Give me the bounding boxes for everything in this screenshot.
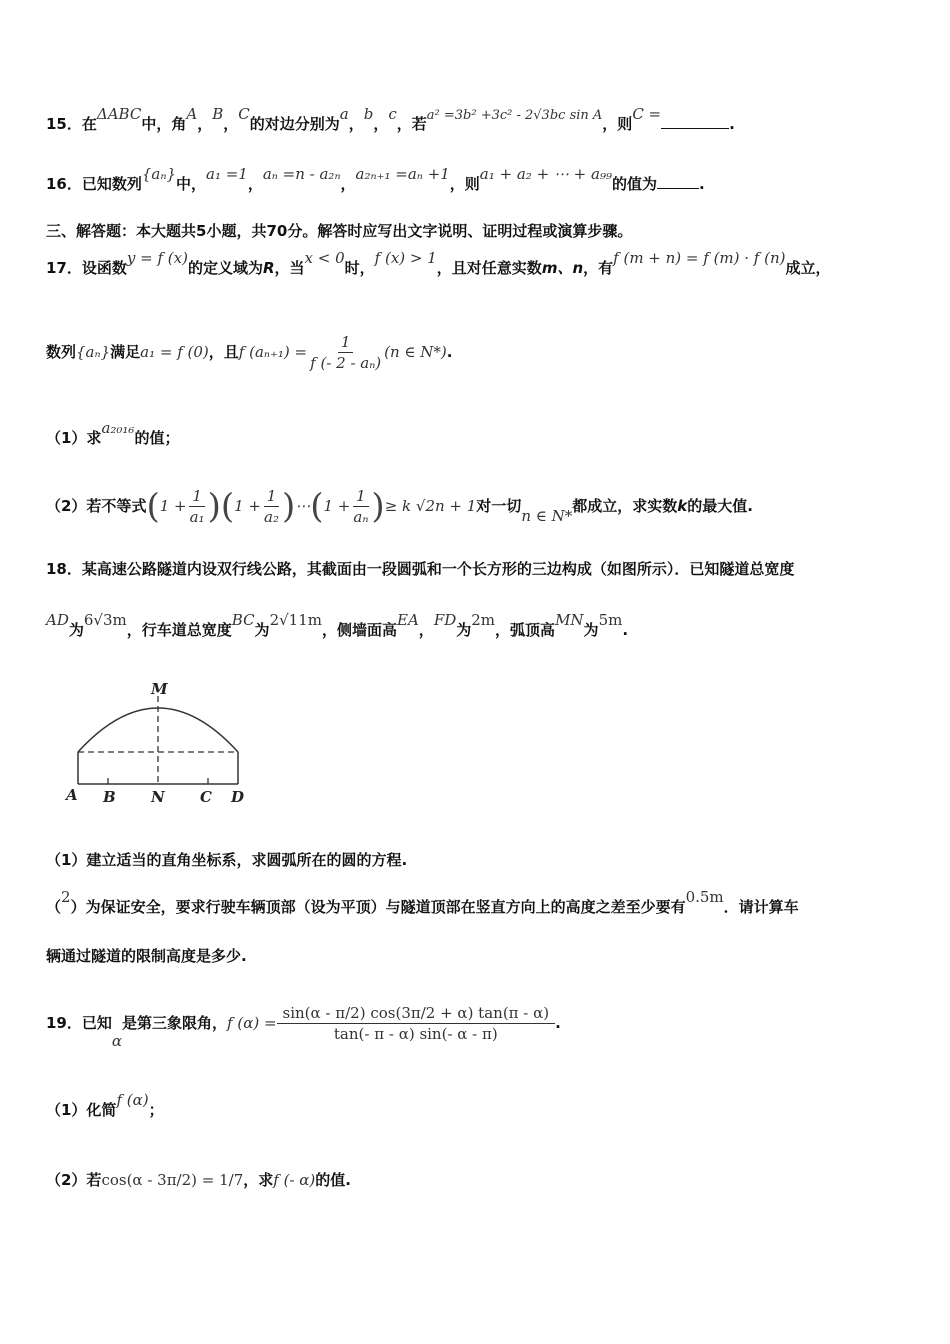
paren-right: ) [371, 486, 385, 527]
q15-sep: ， [373, 115, 389, 133]
q18-text: 为 [583, 621, 599, 639]
q15-angle-c: C [238, 105, 250, 123]
q18-ad: AD [46, 611, 69, 629]
question-18-part-1: （1）建立适当的直角坐标系，求圆弧所在的圆的方程. [46, 851, 408, 869]
question-19 [46, 992, 561, 1054]
q19-p1-text: ； [148, 1101, 164, 1119]
q17-p2-one: 1 + [323, 497, 351, 515]
q15-text: 的对边分别为 [249, 115, 340, 133]
q19-number: 19．已知 [46, 1014, 112, 1032]
label-m: M [151, 680, 168, 698]
q18-ad-value: 6√3m [83, 611, 127, 629]
q17-p2-k: k [677, 497, 688, 515]
q18-text: 为 [254, 621, 270, 639]
q18-p2-gap: 0.5m [685, 888, 724, 906]
question-16 [46, 165, 705, 194]
q17-p2-dots: ⋯ [295, 497, 311, 515]
q15-number: 15．在 [46, 115, 97, 133]
q17-text: ，当 [274, 259, 305, 277]
q16-sum: a₁ + a₂ + ⋯ + a₉₉ [479, 165, 612, 183]
q18-p2-text: ．请计算车 [723, 898, 799, 916]
q15-angle-b: B [212, 105, 224, 123]
q15-side-c: c [388, 105, 397, 123]
q18-text: 为 [456, 621, 472, 639]
label-n: N [151, 788, 165, 806]
q16-condition-2: aₙ =n - a₂ₙ [262, 165, 341, 183]
q17-p2-rhs: ≥ k √2n + 1 [384, 497, 477, 515]
q16-condition-1: a₁ =1 [206, 165, 248, 183]
q17-domain-r: R [262, 259, 275, 277]
q17-text: 时， [344, 259, 375, 277]
q18-period: . [622, 621, 629, 639]
q18-text: ，行车道总宽度 [126, 621, 232, 639]
tunnel-diagram [58, 678, 258, 810]
q16-condition-3: a₂ₙ₊₁ =aₙ +1 [355, 165, 450, 183]
q17-condition-1: x < 0 [304, 249, 345, 267]
frac-den: a₂ [264, 508, 279, 526]
question-19-part-1 [46, 1091, 164, 1120]
q17-function: y = f (x) [126, 249, 188, 267]
question-15 [46, 105, 735, 136]
q17-p2-domain: n ∈ N* [521, 507, 573, 525]
q16-number: 16．已知数列 [46, 175, 142, 193]
q19-p2-condition: cos(α - 3π/2) = 1/7 [101, 1171, 244, 1189]
q18-arc-height: 5m [598, 611, 623, 629]
q19-text: 是第三象限角， [122, 1014, 228, 1032]
q19-p2-text: 的值. [315, 1171, 351, 1189]
q19-p2-text: （2）若 [46, 1171, 102, 1189]
q18-p2-number: 2 [61, 888, 71, 906]
q17-text: ，且对任意实数 [436, 259, 542, 277]
q16-sep: ， [340, 175, 356, 193]
question-17-line-1 [46, 249, 831, 278]
q18-text: ，弧顶高 [495, 621, 556, 639]
q17-p2-frac-1 [187, 486, 208, 527]
q18-wall-height: 2m [471, 611, 496, 629]
q19-p2-target: f (- α) [273, 1171, 316, 1189]
q17-recurrence-fraction [307, 332, 384, 373]
q17-fraction-numerator: 1 [338, 332, 354, 353]
q15-answer-label: C = [632, 105, 662, 123]
q19-p2-text: ，求 [243, 1171, 274, 1189]
label-c: C [200, 788, 212, 806]
q18-bc-value: 2√11m [269, 611, 322, 629]
question-17-part-1 [46, 419, 180, 448]
q17-p2-frac-n [350, 486, 371, 527]
q17-text: ，有 [583, 259, 614, 277]
q17-number: 17．设函数 [46, 259, 127, 277]
q17-text: 数列 [46, 343, 77, 361]
frac-num: 1 [264, 486, 280, 507]
label-b: B [103, 788, 116, 806]
q15-period: . [729, 115, 735, 133]
frac-den: a₁ [189, 508, 205, 526]
q19-denominator: tan(- π - α) sin(- α - π) [333, 1025, 498, 1043]
q17-variables: m、n [541, 259, 584, 277]
question-19-part-2 [46, 1170, 351, 1190]
q17-initial-term: a₁ = f (0) [140, 343, 209, 361]
q17-p1-text: 的值； [134, 429, 180, 447]
q15-text: ，则 [602, 115, 633, 133]
q16-sequence: {aₙ} [141, 165, 176, 183]
q17-condition-2: f (x) > 1 [374, 249, 437, 267]
q17-p2-text: 对一切 [476, 497, 522, 515]
paren-left: ( [310, 486, 324, 527]
label-d: D [231, 788, 245, 806]
q17-recurrence-lhs: f (aₙ₊₁) = [238, 343, 308, 361]
q15-angle-a: A [186, 105, 198, 123]
q17-text: 满足 [110, 343, 141, 361]
question-17-line-2 [46, 330, 453, 374]
q18-p2-text: （ [46, 898, 62, 916]
q19-period: . [555, 1014, 561, 1032]
q15-sep: ， [348, 115, 364, 133]
paren-left: ( [146, 486, 160, 527]
q17-sequence: {aₙ} [76, 343, 111, 361]
q16-period: . [699, 175, 705, 193]
q15-side-b: b [363, 105, 374, 123]
paren-left: ( [220, 486, 235, 527]
frac-den: aₙ [353, 508, 369, 526]
q18-text: ，侧墙面高 [321, 621, 397, 639]
question-18-line-2 [46, 611, 629, 640]
section-heading: 三、解答题：本大题共5小题，共70分。解答时应写出文字说明、证明过程或演算步骤。 [46, 222, 633, 240]
q16-text: 的值为 [611, 175, 657, 193]
q16-text: 中， [175, 175, 206, 193]
paren-right: ) [281, 486, 296, 527]
q18-p2-text: ）为保证安全，要求行驶车辆顶部（设为平顶）与隧道顶部在竖直方向上的高度之差至少要有 [70, 898, 686, 916]
q16-sep: ， [247, 175, 263, 193]
q17-p1-text: （1）求 [46, 429, 102, 447]
q17-p2-one: 1 + [234, 497, 261, 515]
q17-domain: (n ∈ N*) [384, 343, 447, 361]
q17-p2-text: （2）若不等式 [46, 497, 147, 515]
q19-numerator: sin(α - π/2) cos(3π/2 + α) tan(π - α) [277, 1003, 556, 1024]
q18-ea: EA [397, 611, 419, 629]
q15-equation: a² =3b² +3c² - 2√3bc sin A [426, 108, 603, 123]
question-18-part-2 [46, 888, 799, 917]
q16-answer-blank [657, 174, 699, 189]
q17-p2-frac-2 [261, 486, 282, 527]
q17-p1-term: a₂₀₁₆ [101, 419, 135, 437]
q19-p1-expr: f (α) [116, 1091, 149, 1109]
q19-fraction [277, 1003, 556, 1044]
q18-text: ， [418, 621, 434, 639]
q17-period: . [446, 343, 453, 361]
q15-text: ，若 [396, 115, 427, 133]
frac-num: 1 [353, 486, 369, 507]
q15-sep: ， [197, 115, 213, 133]
q17-text: 成立， [785, 259, 831, 277]
q17-functional-equation: f (m + n) = f (m) · f (n) [613, 249, 786, 267]
q15-side-a: a [339, 105, 349, 123]
q15-sep: ， [223, 115, 239, 133]
question-18-line-1: 18．某高速公路隧道内设双行线公路，其截面由一段圆弧和一个长方形的三边构成（如图所示）．已知隧道总宽度 [46, 560, 795, 578]
q19-lhs: f (α) = [227, 1014, 277, 1032]
q18-bc: BC [231, 611, 255, 629]
paren-right: ) [207, 486, 221, 527]
q18-text: 为 [68, 621, 84, 639]
q16-text: ，则 [449, 175, 480, 193]
q17-text: ，且 [208, 343, 239, 361]
frac-num: 1 [189, 486, 205, 507]
q17-p2-one: 1 + [159, 497, 187, 515]
q15-answer-blank [661, 114, 729, 129]
q17-fraction-denominator: f (- 2 - aₙ) [310, 354, 382, 372]
q18-mn: MN [555, 611, 584, 629]
question-18-part-2-cont: 辆通过隧道的限制高度是多少. [46, 947, 247, 965]
q15-text: 中，角 [141, 115, 187, 133]
q17-text: 的定义域为 [187, 259, 263, 277]
q19-p1-text: （1）化简 [46, 1101, 117, 1119]
label-a: A [66, 786, 78, 804]
q17-p2-text: 的最大值. [687, 497, 753, 515]
question-17-part-2 [46, 478, 753, 535]
q18-fd: FD [433, 611, 457, 629]
q17-p2-text: 都成立，求实数 [572, 497, 678, 515]
q19-alpha: α [111, 1032, 123, 1050]
q15-triangle: ΔABC [96, 105, 142, 123]
